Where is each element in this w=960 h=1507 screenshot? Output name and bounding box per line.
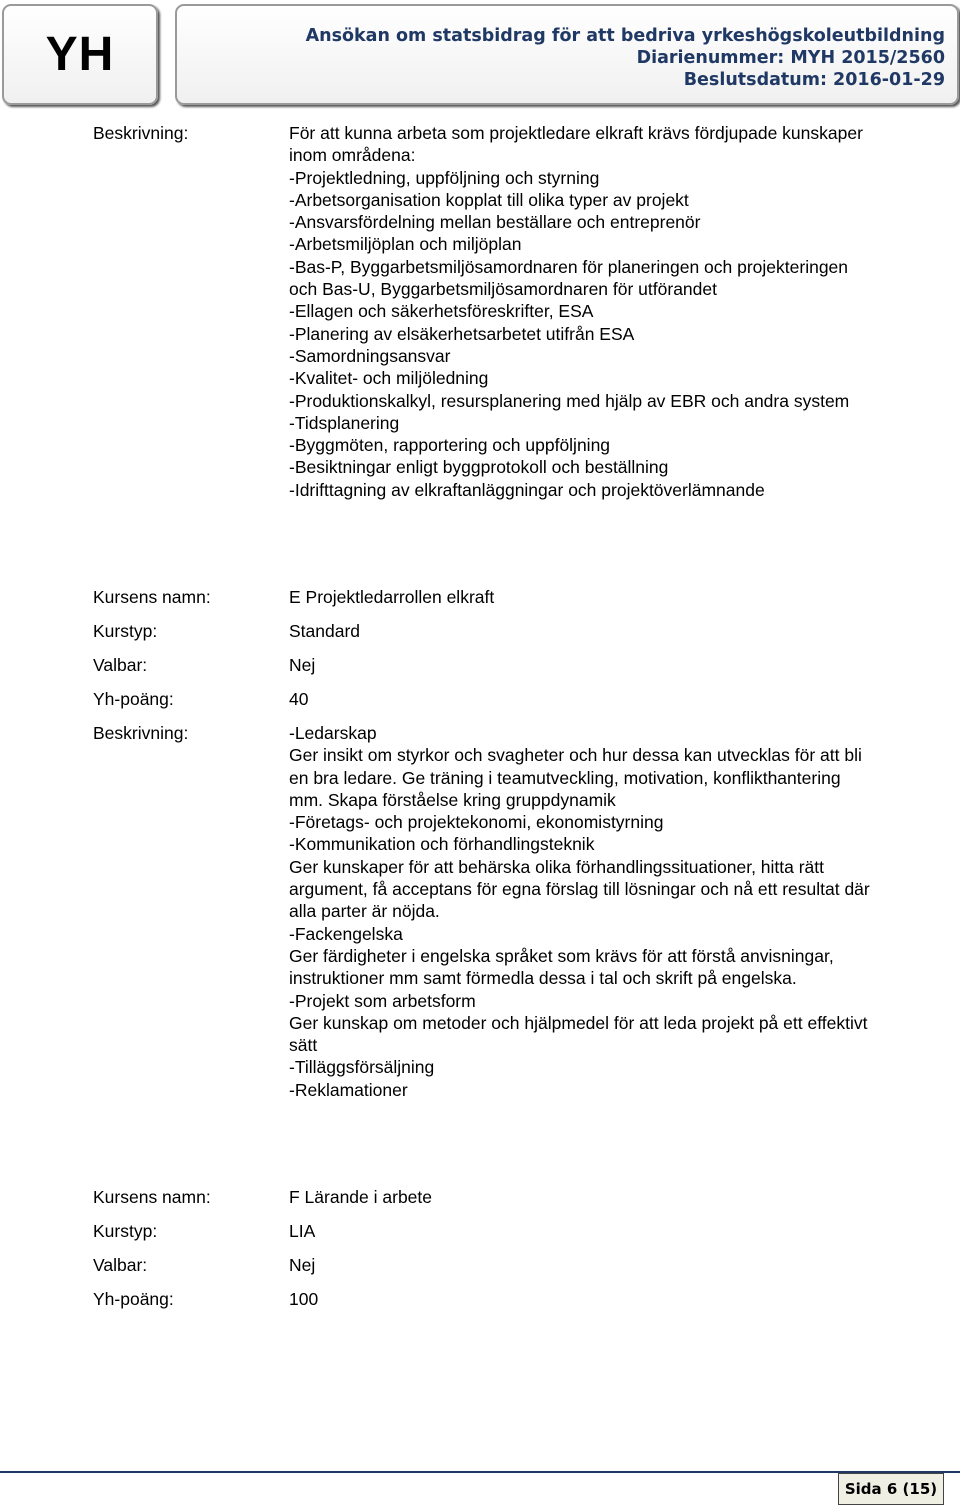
description-line: -Planering av elsäkerhetsarbetet utifrån ESA [289, 323, 635, 344]
description-line: sätt [289, 1035, 318, 1056]
description-line: -Projekt som arbetsform [289, 990, 476, 1011]
label-kursens-namn: Kursens namn: [93, 587, 211, 607]
description-line: -Samordningsansvar [289, 345, 451, 366]
course-e-description [289, 722, 954, 1101]
course-f-points: 100 [289, 1289, 319, 1309]
label-valbar: Valbar: [93, 655, 148, 675]
description-line: -Arbetsorganisation kopplat till olika typer av projekt [289, 189, 689, 210]
description-line: -Besiktningar enligt byggprotokoll och beställning [289, 457, 669, 478]
description-line: -Projektledning, uppföljning och styrning [289, 167, 600, 188]
description-line: -Bas-P, Byggarbetsmiljösamordnaren för planeringen och projekteringen [289, 256, 849, 277]
description-line: -Byggmöten, rapportering och uppföljning [289, 435, 611, 456]
page-number [838, 1473, 944, 1505]
description-line: -Idrifttagning av elkraftanläggningar och projektöverlämnande [289, 479, 765, 500]
description-line: mm. Skapa förståelse kring gruppdynamik [289, 789, 616, 810]
label-beskrivning: Beskrivning: [93, 723, 189, 743]
course-f-type: LIA [289, 1221, 316, 1241]
course-f-name: F Lärande i arbete [289, 1187, 433, 1207]
description-line: -Arbetsmiljöplan och miljöplan [289, 234, 522, 255]
description-line: inom områdena: [289, 145, 416, 166]
description-line: Ger kunskap om metoder och hjälpmedel för att leda projekt på ett effektivt [289, 1012, 868, 1033]
course-e-points: 40 [289, 689, 309, 709]
description-line: -Ansvarsfördelning mellan beställare och entreprenör [289, 212, 701, 233]
page-number-text: Sida 6 (15) [844, 1480, 938, 1498]
description-line: en bra ledare. Ge träning i teamutveckling, motivation, konflikthantering [289, 767, 841, 788]
description-section1 [289, 122, 954, 501]
label-kursens-namn: Kursens namn: [93, 1187, 211, 1207]
logo-text: YH [45, 28, 115, 81]
document-header [175, 4, 959, 105]
description-line: -Kommunikation och förhandlingsteknik [289, 834, 595, 855]
course-e-name: E Projektledarrollen elkraft [289, 587, 495, 607]
label-yh-poang: Yh-poäng: [93, 1289, 174, 1309]
beslutsdatum: Beslutsdatum: 2016-01-29 [683, 70, 945, 90]
description-line: argument, få acceptans för egna förslag till lösningar och nå ett resultat där [289, 879, 870, 900]
label-valbar: Valbar: [93, 1255, 148, 1275]
description-line: -Reklamationer [289, 1079, 408, 1100]
description-line: För att kunna arbeta som projektledare elkraft krävs fördjupade kunskaper [289, 123, 863, 143]
description-line: -Kvalitet- och miljöledning [289, 368, 489, 389]
label-kurstyp: Kurstyp: [93, 1221, 158, 1241]
description-line: instruktioner mm samt förmedla dessa i tal och skrift på engelska. [289, 968, 797, 989]
description-line: Ger insikt om styrkor och svagheter och hur dessa kan utvecklas för att bli [289, 745, 862, 766]
description-line: -Ellagen och säkerhetsföreskrifter, ESA [289, 301, 594, 322]
description-line: -Fackengelska [289, 923, 403, 944]
description-line: -Företags- och projektekonomi, ekonomistyrning [289, 812, 664, 833]
course-f-valbar: Nej [289, 1255, 316, 1275]
label-kurstyp: Kurstyp: [93, 621, 158, 641]
description-line: -Tidsplanering [289, 412, 400, 433]
course-e-valbar: Nej [289, 655, 316, 675]
description-line: -Tilläggsförsäljning [289, 1057, 435, 1078]
course-e-type: Standard [289, 621, 361, 641]
footer-divider [0, 1471, 960, 1473]
description-line: -Produktionskalkyl, resursplanering med hjälp av EBR och andra system [289, 390, 850, 411]
label-yh-poang: Yh-poäng: [93, 689, 174, 709]
description-line: Ger färdigheter i engelska språket som krävs för att förstå anvisningar, [289, 945, 834, 966]
description-line: alla parter är nöjda. [289, 901, 440, 922]
description-line: och Bas-U, Byggarbetsmiljösamordnaren för utförandet [289, 279, 717, 300]
description-line: Ger kunskaper för att behärska olika förhandlingssituationer, hitta rätt [289, 856, 825, 877]
document-title: Ansökan om statsbidrag för att bedriva yrkeshögskoleutbildning [305, 26, 945, 46]
diarienummer: Diarienummer: MYH 2015/2560 [636, 48, 945, 68]
logo [2, 4, 158, 105]
description-line: -Ledarskap [289, 723, 377, 743]
label-beskrivning: Beskrivning: [93, 123, 189, 143]
